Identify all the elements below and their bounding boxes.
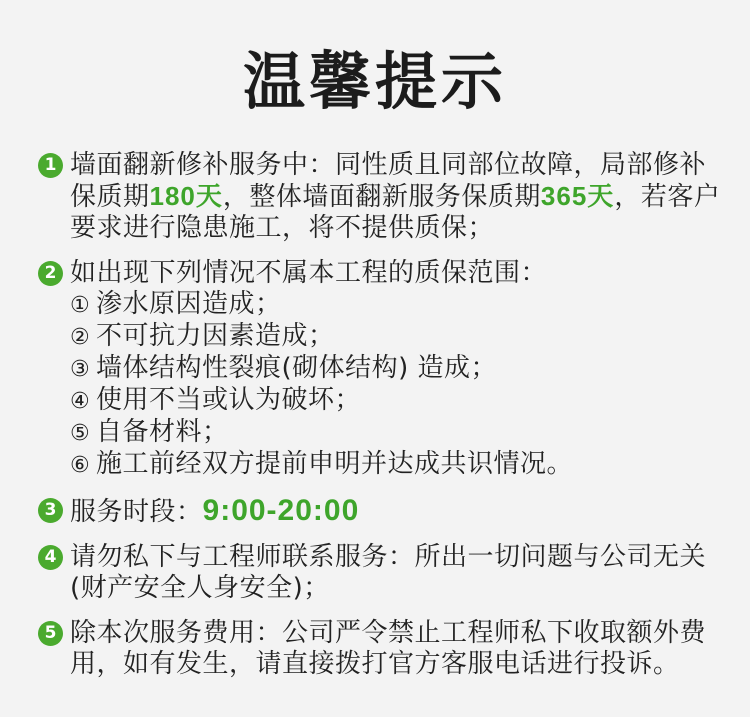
notice-text: 如出现下列情况不属本工程的质保范围：: [70, 258, 548, 288]
exclusion-text: 施工前经双方提前申明并达成共识情况。: [96, 449, 574, 479]
notice-item-private-contact: [38, 542, 728, 604]
warranty-period-local: 180天: [149, 181, 223, 211]
exclusion-item: [70, 449, 728, 481]
notice-text: 除本次服务费用：公司严令禁止工程师私下收取额外费用，如有发生，请直接拨打官方客服电话进行投诉。: [70, 618, 707, 679]
notice-item-warranty: [38, 150, 728, 244]
exclusion-item: [70, 289, 728, 321]
warranty-period-full: 365天: [540, 181, 615, 211]
notice-text: 请勿私下与工程师联系服务：所出一切问题与公司无关(财产安全人身安全)；: [70, 542, 707, 603]
circled-number: ⑤: [70, 421, 91, 446]
exclusion-text: 自备材料；: [96, 417, 229, 447]
notice-item-service-hours: [38, 495, 728, 528]
notice-list: [38, 150, 728, 680]
number-badge-1: 1: [38, 153, 63, 178]
exclusion-item: [70, 353, 728, 385]
page-title: 温馨提示: [242, 45, 507, 118]
notice-item-extra-fees: [38, 618, 728, 680]
exclusion-text: 渗水原因造成；: [96, 289, 282, 319]
circled-number: ④: [70, 389, 91, 414]
exclusion-text: 使用不当或认为破坏；: [96, 385, 362, 415]
circled-number: ②: [70, 325, 91, 350]
notice-text: 服务时段：: [70, 497, 203, 527]
number-badge-3: 3: [38, 498, 63, 523]
circled-number: ③: [70, 357, 91, 382]
exclusion-item: [70, 417, 728, 449]
exclusion-item: [70, 321, 728, 353]
exclusion-item: [70, 385, 728, 417]
number-badge-4: 4: [38, 545, 63, 570]
notice-text: 墙面翻新修补服务中：同性质且同部位故障，局部修补保质期: [70, 150, 707, 212]
number-badge-2: 2: [38, 261, 63, 286]
exclusion-text: 墙体结构性裂痕(砌体结构) 造成；: [96, 353, 498, 383]
circled-number: ①: [70, 293, 91, 318]
exclusion-text: 不可抗力因素造成；: [96, 321, 335, 351]
notice-text: ，整体墙面翻新服务保质期: [222, 182, 541, 212]
circled-number: ⑥: [70, 453, 91, 478]
notice-item-exclusions: [38, 258, 728, 481]
number-badge-5: 5: [38, 621, 63, 646]
notice-text: ，若客户要求进行隐患施工，将不提供质保；: [70, 182, 721, 243]
service-hours-value: 9:00-20:00: [202, 494, 360, 527]
